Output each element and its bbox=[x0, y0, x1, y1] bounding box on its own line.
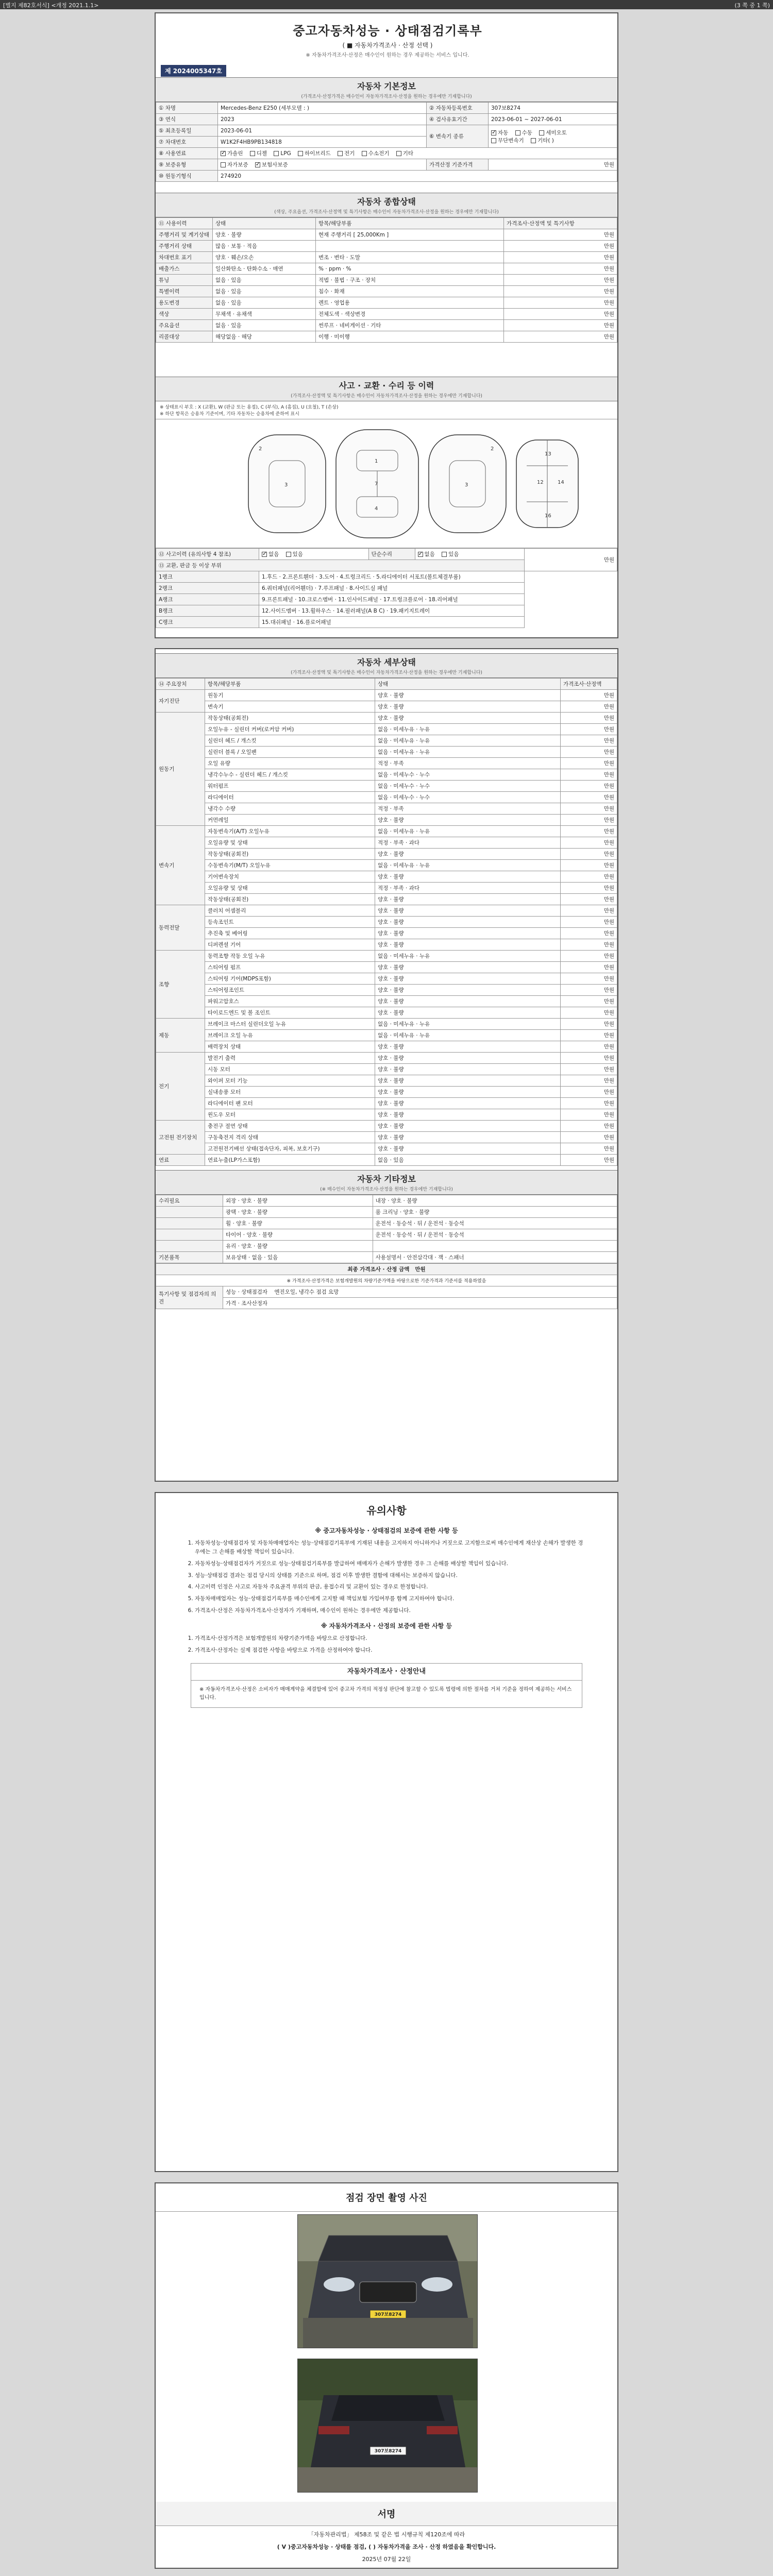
detail-row: 고전원전기배선 상태(접속단자, 피복, 보호기구) 양호 · 불량 만원 bbox=[156, 1143, 617, 1155]
svg-text:1: 1 bbox=[375, 459, 378, 464]
detail-row: 원동기 작동상태(공회전) 양호 · 불량 만원 bbox=[156, 713, 617, 724]
detail-row: 작동상태(공회전) 양호 · 불량 만원 bbox=[156, 894, 617, 905]
svg-text:7: 7 bbox=[375, 481, 378, 487]
basic-table: ① 차명 Mercedes-Benz E250 (세부모델 : ) ② 자동차등록번호 307보8274 ③ 연식 2023 ④ 검사유효기간 2023-06-01 ~ 2027-06-01 ⑤ 최초등록일 2023-06-01 ⑥ 변속기 종류 ✓자동 수동 세미오토 무단변속기 기타( ) ⑦ 차대번호 W1K2F4HB9PB134818 ⑧ 사용연료 ✓ 가솔린 디젤 LPG 하이브리드 전기 수소전기 기타 ⑨ 보증유형 자가보증 ✓ 보험사보증 가격산정 기준가격 만원 ⑩ 원동기형식 274920 bbox=[156, 102, 617, 182]
detail-row: 추진축 및 베어링 양호 · 불량 만원 bbox=[156, 928, 617, 939]
model-value: Mercedes-Benz E250 (세부모델 : ) bbox=[218, 103, 427, 114]
notice-item: 5. 자동차매매업자는 성능·상태점검기록부를 매수인에게 고지할 때 책임보험 가입여부를 함께 고지하여야 합니다. bbox=[195, 1595, 586, 1603]
page-4 bbox=[155, 2182, 618, 2569]
doc-header bbox=[156, 13, 619, 58]
detail-row: 스티어링조인트 양호 · 불량 만원 bbox=[156, 985, 617, 996]
detail-row: 구동축전지 격리 상태 양호 · 불량 만원 bbox=[156, 1132, 617, 1143]
notice-item: 2. 가격조사·산정자는 실제 점검한 사항을 바탕으로 가격을 산정하여야 합니다. bbox=[195, 1646, 586, 1655]
general-row: 차대번호 표기 양호 · 훼손/오손 변조 · 변타 · 도말 만원 bbox=[156, 252, 617, 263]
notice-section: 유의사항 ※ 중고자동차성능 · 상태점검의 보증에 관한 사항 등 1. 자동차성능·상태점검자 및 자동차매매업자는 성능·상태점검기록부에 기재된 내용을 고지하지 아니하거나 거짓으로 고지함으로써 매수인에게 재산상 손해가 발생한 경우에는 그 손해를 배상할 책임이 있습니다. 2. 자동차성능·상태점검자가 거짓으로 성능·상태점검기록부를 발급하여 매매자가 손해가 발생한 경우 그 손해를 배상할 책임이 있습니다. 3. 성능·상태점검 결과는 점검 당시의 상태를 기준으로 하며, 점검 이후 발생한 결함에 대해서는 보증하지 않습니다. 4. 사고이력 인정은 사고로 자동차 주요골격 부위의 판금, 용접수리 및 교환이 있는 경우로 한정합니다. 5. 자동차매매업자는 성능·상태점검기록부를 매수인에게 고지할 때 책임보험 가입여부를 함께 고지하여야 합니다. 6. 가격조사·산정은 자동차가격조사·산정자가 기재하며, 매수인이 원하는 경우에만 제공합니다. ※ 자동차가격조사 · 산정의 보증에 관한 사항 등 1. 가격조사·산정가격은 보험개발원의 차량기준가액을 바탕으로 산정합니다. 2. 가격조사·산정자는 실제 점검한 사항을 바탕으로 가격을 산정하여야 합니다. 자동차가격조사 · 산정안내 ※ 자동차가격조사·산정은 소비자가 매매계약을 체결함에 있어 중고차 가격의 적정성 판단에 참고할 수 있도록 법령에 의한 절차를 거쳐 기준을 정하여 제공하는 서비스입니다. bbox=[156, 1493, 617, 1725]
trans-opt: ✓자동 bbox=[491, 130, 508, 136]
other-row: 타이어 · 양호 · 불량 운전석 · 동승석 · 뒤 / 운전석 · 동승석 bbox=[156, 1229, 617, 1241]
detail-row: 변속기 양호 · 불량 만원 bbox=[156, 701, 617, 713]
detail-row: 제동 브레이크 마스터 실린더오일 누유 없음 · 미세누유 · 누유 만원 bbox=[156, 1019, 617, 1030]
detail-row: 오일누유 - 실린더 커버(로커암 커버) 없음 · 미세누유 · 누유 만원 bbox=[156, 724, 617, 735]
basic-info bbox=[156, 77, 617, 182]
basic-header: 자동차 기본정보 (가격조사·산정가격은 매수인이 자동차가격조사·산정을 원하는 경우에만 기재합니다) bbox=[156, 77, 617, 102]
detail-row: 기어변속장치 양호 · 불량 만원 bbox=[156, 871, 617, 883]
detail-row: 실린더 헤드 / 개스킷 없음 · 미세누유 · 누유 만원 bbox=[156, 735, 617, 747]
detail-table: ⑭ 주요장치 항목/해당부품 상태 가격조사·산정액 자기진단 원동기 양호 · 불량 만원 변속기 양호 · 불량 만원 원동기 작동상태(공회전) 양호 · 불량 만원 오일누유 - 실린더 커버(로커암 커버) 없음 · 미세누유 · 누유 만원 실린더 헤드 / 개스킷 없음 · 미세누유 · 누유 만원 실린더 블록 / 오일팬 없음 · 미세누유 · 누유 만원 오일 유량 적정 · 부족 만원 냉각수누수 - 실린더 헤드 / 개스킷 없음 · 미세누수 · 누수 만원 워터펌프 없음 · 미세누수 · 누수 만원 라디에이터 없음 · 미세누수 · 누수 만원 냉각수 수량 적정 · 부족 만원 커먼레일 양호 · 불량 만원 변속기 자동변속기(A/T) 오일누유 없음 · 미세누유 · 누유 만원 오일유량 및 상태 적정 · 부족 · 과다 만원 작동상태(공회전) 양호 · 불량 만원 수동변속기(M/T) 오일누유 없음 · 미세누유 · 누유 만원 기어변속장치 양호 · 불량 만원 오일유량 및 상태 적정 · 부족 · 과다 만원 작동상태(공회전) 양호 · 불량 만원 동력전달 클러치 어셈블리 양호 · 불량 만원 등속조인트 양호 · 불량 만원 추진축 및 베어링 양호 · 불량 만원 디퍼렌셜 기어 양호 · 불량 만원 조향 동력조향 작동 오일 누유 없음 · 미세누유 · 누유 만원 스티어링 펌프 양호 · 불량 만원 스티어링 기어(MDPS포함) 양호 · 불량 만원 스티어링조인트 양호 · 불량 만원 파워고압호스 양호 · 불량 만원 타이로드엔드 및 볼 조인트 양호 · 불량 만원 제동 브레이크 마스터 실린더오일 누유 없음 · 미세누유 · 누유 만원 브레이크 오일 누유 없음 · 미세누유 · 누유 만원 배력장치 상태 양호 · 불량 만원 전기 발전기 출력 양호 · 불량 만원 시동 모터 양호 · 불량 만원 와이퍼 모터 기능 양호 · 불량 만원 실내송풍 모터 양호 · 불량 만원 라디에이터 팬 모터 양호 · 불량 만원 윈도우 모터 양호 · 불량 만원 고전원 전기장치 충전구 절연 상태 양호 · 불량 만원 구동축전지 격리 상태 양호 · 불량 만원 고전원전기배선 상태(접속단자, 피복, 보호기구) 양호 · 불량 만원 연료 연료누출(LP가스포함) 없음 · 있음 만원 bbox=[156, 678, 617, 1166]
detail-row: 수동변속기(M/T) 오일누유 없음 · 미세누유 · 누유 만원 bbox=[156, 860, 617, 871]
total-table: 최종 가격조사 · 산정 금액 만원 ※ 가격조사·산정가격은 보험개발원의 차량기준가액을 바탕으로한 기준가격과 기준서를 적용하였음 특기사항 및 점검자의 의견 성능 · 상태점검자 엔진오일, 냉각수 점검 요망 가격 · 조사산정자 bbox=[156, 1263, 617, 1309]
other-row: 수리필요 외장 · 양호 · 불량 내장 · 양호 · 불량 bbox=[156, 1195, 617, 1207]
detail-row: 시동 모터 양호 · 불량 만원 bbox=[156, 1064, 617, 1075]
other-row: 유리 · 양호 · 불량 bbox=[156, 1241, 617, 1252]
opinion-text: 엔진오일, 냉각수 점검 요망 bbox=[274, 1289, 339, 1295]
svg-text:16: 16 bbox=[545, 513, 551, 519]
notice-title: 유의사항 bbox=[366, 1504, 407, 1517]
sign-section: 서명 「자동차관리법」 제58조 및 같은 법 시행규칙 제120조에 따라 ( V )중고자동차성능 · 상태를 점검, ( ) 자동차가격을 조사 · 산정 하였음을 확인합니다. 2025년 07월 22일 bbox=[156, 2502, 617, 2563]
accident-legend: ※ 상태표시 부호 : X (교환), W (판금 또는 용접), C (부식), A (흠집), U (요철), T (손상) ※ 하단 항목은 승용차 기준이며, 기타 자동차는 승용차에 준하여 표시 bbox=[156, 401, 617, 419]
other-row: 기본품목 보유상태 · 없음 · 있음 사용설명서 · 안전삼각대 · 잭 · 스패너 bbox=[156, 1252, 617, 1263]
warranty-options: 자가보증 ✓ 보험사보증 bbox=[218, 159, 427, 171]
trans-opt: 기타( ) bbox=[531, 138, 554, 144]
detail-row: 전기 발전기 출력 양호 · 불량 만원 bbox=[156, 1053, 617, 1064]
detail-row: 오일 유량 적정 · 부족 만원 bbox=[156, 758, 617, 769]
photo-section: 점검 장면 촬영 사진 bbox=[156, 2183, 617, 2212]
detail-row: 디퍼렌셜 기어 양호 · 불량 만원 bbox=[156, 939, 617, 951]
svg-text:14: 14 bbox=[558, 480, 564, 485]
reg-value: 307보8274 bbox=[489, 103, 617, 114]
notice-item: 1. 가격조사·산정가격은 보험개발원의 차량기준가액을 바탕으로 산정합니다. bbox=[195, 1634, 586, 1643]
detail-row: 등속조인트 양호 · 불량 만원 bbox=[156, 917, 617, 928]
trans-opt: 세미오토 bbox=[539, 130, 567, 136]
notice-list-2 bbox=[187, 1634, 586, 1655]
general-row: 주행거리 상태 많음 · 보통 · 적음 만원 bbox=[156, 241, 617, 252]
plate-1: 307보8274 bbox=[374, 2312, 402, 2317]
rank-row: C랭크 15.대쉬패널 · 16.플로어패널 bbox=[156, 617, 617, 628]
accident-history: 사고 · 교환 · 수리 등 이력 (가격조사·산정액 및 특기사항은 매수인이 자동차가격조사·산정을 원하는 경우에만 기재합니다) ※ 상태표시 부호 : X (교환), W (판금 또는 용접), C (부식), A (흠집), U (요철), T (손상) ※ 하단 항목은 승용차 기준이며, 기타 자동차는 승용차에 준하여 표시 1 4 7 3 3 2 2 13 12 14 16 ⑫ 사고이력 (유의사항 4 참조) ✓ 없음 있음 단순수리 ✓ 없음 있음 만원 ⑬ 교환, 판금 등 이상 부위 1랭크 1.후드 · 2.프론트휀더 · 3.도어 · 4.트렁크리드 · 5.라디에이터 서포트(볼트체결부품) 2랭크 6.쿼터패널(리어휀더) · 7.루프패널 · 8.사이드실 패널 A랭크 9.프론트패널 · 10.크로스멤버 · 11.인사이드패널 · 17.트렁크플로어 · 18.리어패널 B랭크 12.사이드멤버 · 13.휠하우스 · 14.필러패널(A B C) · 19.패키지트레이 C랭크 15.대쉬패널 · 16.플로어패널 bbox=[156, 377, 617, 628]
price-value: 만원 bbox=[489, 159, 617, 171]
plate-2: 307보8274 bbox=[374, 2449, 402, 2454]
sign-date: 2025년 07월 22일 bbox=[362, 2556, 411, 2563]
period-value: 2023-06-01 ~ 2027-06-01 bbox=[489, 114, 617, 125]
detail-row: 윈도우 모터 양호 · 불량 만원 bbox=[156, 1109, 617, 1121]
detail-row: 파워고압호스 양호 · 불량 만원 bbox=[156, 996, 617, 1007]
fuel-options: ✓ 가솔린 디젤 LPG 하이브리드 전기 수소전기 기타 bbox=[218, 148, 617, 159]
rank-row: B랭크 12.사이드멤버 · 13.휠하우스 · 14.필러패널(A B C) · 19.패키지트레이 bbox=[156, 605, 617, 617]
rank-row: 2랭크 6.쿼터패널(리어휀더) · 7.루프패널 · 8.사이드실 패널 bbox=[156, 583, 617, 594]
detail-row: 라디에이터 팬 모터 양호 · 불량 만원 bbox=[156, 1098, 617, 1109]
trans-opt: 수동 bbox=[515, 130, 532, 136]
detail-row: 스티어링 펌프 양호 · 불량 만원 bbox=[156, 962, 617, 973]
detail-row: 오일유량 및 상태 적정 · 부족 · 과다 만원 bbox=[156, 837, 617, 849]
top-bar bbox=[0, 0, 773, 9]
detail-row: 실린더 블록 / 오일팬 없음 · 미세누유 · 누유 만원 bbox=[156, 747, 617, 758]
notice-item: 2. 자동차성능·상태점검자가 거짓으로 성능·상태점검기록부를 발급하여 매매자가 손해가 발생한 경우 그 손해를 배상할 책임이 있습니다. bbox=[195, 1560, 586, 1568]
detail-row: 연료 연료누출(LP가스포함) 없음 · 있음 만원 bbox=[156, 1155, 617, 1166]
page-2: 자동차 세부상태 (가격조사·산정액 및 특기사항은 매수인이 자동차가격조사·산정을 원하는 경우에만 기재합니다) ⑭ 주요장치 항목/해당부품 상태 가격조사·산정액 자기진단 원동기 양호 · 불량 만원 변속기 양호 · 불량 만원 원동기 작동상태(공회전) 양호 · 불량 만원 오일누유 - 실린더 커버(로커암 커버) 없음 · 미세누유 · 누유 만원 실린더 헤드 / 개스킷 없음 · 미세누유 · 누유 만원 실린더 블록 / 오일팬 없음 · 미세누유 · 누유 만원 오일 유량 적정 · 부족 만원 냉각수누수 - 실린더 헤드 / 개스킷 없음 · 미세누수 · 누수 만원 워터펌프 없음 · 미세누수 · 누수 만원 라디에이터 없음 · 미세누수 · 누수 만원 냉각수 수량 적정 · 부족 만원 커먼레일 양호 · 불량 만원 변속기 자동변속기(A/T) 오일누유 없음 · 미세누유 · 누유 만원 오일유량 및 상태 적정 · 부족 · 과다 만원 작동상태(공회전) 양호 · 불량 만원 수동변속기(M/T) 오일누유 없음 · 미세누유 · 누유 만원 기어변속장치 양호 · 불량 만원 오일유량 및 상태 적정 · 부족 · 과다 만원 작동상태(공회전) 양호 · 불량 만원 동력전달 클러치 어셈블리 양호 · 불량 만원 등속조인트 양호 · 불량 만원 추진축 및 베어링 양호 · 불량 만원 디퍼렌셜 기어 양호 · 불량 만원 조향 동력조향 작동 오일 누유 없음 · 미세누유 · 누유 만원 스티어링 펌프 양호 · 불량 만원 스티어링 기어(MDPS포함) 양호 · 불량 만원 스티어링조인트 양호 · 불량 만원 파워고압호스 양호 · 불량 만원 타이로드엔드 및 볼 조인트 양호 · 불량 만원 제동 브레이크 마스터 실린더오일 누유 없음 · 미세누유 · 누유 만원 브레이크 오일 누유 없음 · 미세누유 · 누유 만원 배력장치 상태 양호 · 불량 만원 전기 발전기 출력 양호 · 불량 만원 시동 모터 양호 · 불량 만원 와이퍼 모터 기능 양호 · 불량 만원 실내송풍 모터 양호 · 불량 만원 라디에이터 팬 모터 양호 · 불량 만원 윈도우 모터 양호 · 불량 만원 고전원 전기장치 충전구 절연 상태 양호 · 불량 만원 구동축전지 격리 상태 양호 · 불량 만원 고전원전기배선 상태(접속단자, 피복, 보호기구) 양호 · 불량 만원 연료 연료누출(LP가스포함) 없음 · 있음 만원 자동차 기타정보 (※ 매수인이 자동차가격조사·산정을 원하는 경우에만 기재합니다) 수리필요 외장 · 양호 · 불량 내장 · 양호 · 불량 광택 · 양호 · 불량 룸 크리닝 · 양호 · 불량 휠 · 양호 · 불량 운전석 · 동승석 · 뒤 / 운전석 · 동승석 타이어 · 양호 · 불량 운전석 · 동승석 · 뒤 / 운전석 · 동승석 유리 · 양호 · 불량 기본품목 보유상태 · 없음 · 있음 사용설명서 · 안전삼각대 · 잭 · 스패너 최종 가격조사 · 산정 금액 만원 ※ 가격조사·산정가격은 보험개발원의 차량기준가액을 바탕으로한 기준가격과 기준서를 적용하였음 특기사항 및 점검자의 의견 성능 · 상태점검자 엔진오일, 냉각수 점검 요망 가격 · 조사산정자 bbox=[155, 648, 618, 1482]
detail-row: 냉각수누수 - 실린더 헤드 / 개스킷 없음 · 미세누수 · 누수 만원 bbox=[156, 769, 617, 781]
general-row: 배출가스 일산화탄소 · 탄화수소 · 매연 % · ppm · % 만원 bbox=[156, 263, 617, 275]
svg-text:13: 13 bbox=[545, 451, 551, 457]
page-indicator: (3 쪽 중 1 쪽) bbox=[734, 2, 770, 9]
detail-row: 동력전달 클러치 어셈블리 양호 · 불량 만원 bbox=[156, 905, 617, 917]
car-diagram-svg bbox=[156, 419, 617, 548]
detail-row: 스티어링 기어(MDPS포함) 양호 · 불량 만원 bbox=[156, 973, 617, 985]
general-row: 특별이력 없음 · 있음 침수 · 화재 만원 bbox=[156, 286, 617, 297]
doc-subtitle: ( ■ 자동차가격조사 · 산정 선택 ) bbox=[342, 42, 433, 49]
page-1 bbox=[155, 12, 618, 638]
form-number: [별지 제82호서식] <개정 2021.1.1> bbox=[3, 2, 99, 9]
general-row: 주행거리 및 계기상태 양호 · 불량 현재 주행거리 [ 25,000Km ] 만원 bbox=[156, 229, 617, 241]
notice-item: 4. 사고이력 인정은 사고로 자동차 주요골격 부위의 판금, 용접수리 및 교환이 있는 경우로 한정합니다. bbox=[195, 1583, 586, 1591]
rank-row: 1랭크 1.후드 · 2.프론트휀더 · 3.도어 · 4.트렁크리드 · 5.라디에이터 서포트(볼트체결부품) bbox=[156, 571, 617, 583]
general-table: ⑪ 사용이력 상태 항목/해당부품 가격조사·산정액 및 특기사항 주행거리 및 계기상태 양호 · 불량 현재 주행거리 [ 25,000Km ] 만원 주행거리 상태 많음 · 보통 · 적음 만원 차대번호 표기 양호 · 훼손/오손 변조 · 변타 · 도말 만원 배출가스 일산화탄소 · 탄화수소 · 매연 % · ppm · % 만원 튜닝 없음 · 있음 적법 · 불법 · 구조 · 장치 만원 특별이력 없음 · 있음 침수 · 화재 만원 용도변경 없음 · 있음 렌트 · 영업용 만원 색상 무채색 · 유채색 전체도색 · 색상변경 만원 주요옵션 없음 · 있음 썬루프 · 네비게이션 · 기타 만원 리콜대상 해당없음 · 해당 이행 · 미이행 만원 bbox=[156, 217, 617, 343]
detail-row: 변속기 자동변속기(A/T) 오일누유 없음 · 미세누유 · 누유 만원 bbox=[156, 826, 617, 837]
detail-row: 타이로드엔드 및 볼 조인트 양호 · 불량 만원 bbox=[156, 1007, 617, 1019]
inspection-photo-front bbox=[297, 2214, 478, 2348]
trans-opt: 무단변속기 bbox=[491, 138, 524, 144]
general-row: 용도변경 없음 · 있음 렌트 · 영업용 만원 bbox=[156, 297, 617, 309]
notice-item: 1. 자동차성능·상태점검자 및 자동차매매업자는 성능·상태점검기록부에 기재된 내용을 고지하지 아니하거나 거짓으로 고지함으로써 매수인에게 재산상 손해가 발생한 경우에는 그 손해를 배상할 책임이 있습니다. bbox=[195, 1539, 586, 1556]
detail-row: 조향 동력조향 작동 오일 누유 없음 · 미세누유 · 누유 만원 bbox=[156, 951, 617, 962]
doc-title: 중고자동차성능 · 상태점검기록부 bbox=[293, 24, 482, 38]
doc-number: 제 2024005347호 bbox=[161, 65, 226, 77]
detail-row: 배력장치 상태 양호 · 불량 만원 bbox=[156, 1041, 617, 1053]
other-row: 휠 · 양호 · 불량 운전석 · 동승석 · 뒤 / 운전석 · 동승석 bbox=[156, 1218, 617, 1229]
rank-row: A랭크 9.프론트패널 · 10.크로스멤버 · 11.인사이드패널 · 17.트렁크플로어 · 18.리어패널 bbox=[156, 594, 617, 605]
detail-row: 냉각수 수량 적정 · 부족 만원 bbox=[156, 803, 617, 815]
general-row: 리콜대상 해당없음 · 해당 이행 · 미이행 만원 bbox=[156, 331, 617, 343]
general-row: 튜닝 없음 · 있음 적법 · 불법 · 구조 · 장치 만원 bbox=[156, 275, 617, 286]
trans-options bbox=[489, 125, 617, 148]
svg-text:2: 2 bbox=[491, 446, 494, 452]
detail-row: 실내송풍 모터 양호 · 불량 만원 bbox=[156, 1087, 617, 1098]
price-notice-box: 자동차가격조사 · 산정안내 ※ 자동차가격조사·산정은 소비자가 매매계약을 체결함에 있어 중고차 가격의 적정성 판단에 참고할 수 있도록 법령에 의한 절차를 거쳐 기준을 정하여 제공하는 서비스입니다. bbox=[191, 1663, 582, 1708]
inspection-photo-rear bbox=[297, 2359, 478, 2493]
svg-text:2: 2 bbox=[259, 446, 262, 452]
general-status: 자동차 종합상태 (색상, 주요옵션, 가격조사·산정액 및 특기사항은 매수인이 자동차가격조사·산정을 원하는 경우에만 기재합니다) ⑪ 사용이력 상태 항목/해당부품 가격조사·산정액 및 특기사항 주행거리 및 계기상태 양호 · 불량 현재 주행거리 [ 25,000Km ] 만원 주행거리 상태 많음 · 보통 · 적음 만원 차대번호 표기 양호 · 훼손/오손 변조 · 변타 · 도말 만원 배출가스 일산화탄소 · 탄화수소 · 매연 % · ppm · % 만원 튜닝 없음 · 있음 적법 · 불법 · 구조 · 장치 만원 특별이력 없음 · 있음 침수 · 화재 만원 용도변경 없음 · 있음 렌트 · 영업용 만원 색상 무채색 · 유채색 전체도색 · 색상변경 만원 주요옵션 없음 · 있음 썬루프 · 네비게이션 · 기타 만원 리콜대상 해당없음 · 해당 이행 · 미이행 만원 bbox=[156, 193, 617, 343]
car-diagram bbox=[156, 419, 617, 548]
detail-row: 라디에이터 없음 · 미세누수 · 누수 만원 bbox=[156, 792, 617, 803]
vin-value: W1K2F4HB9PB134818 bbox=[218, 137, 427, 148]
other-table bbox=[156, 1195, 617, 1263]
svg-text:12: 12 bbox=[537, 480, 544, 485]
svg-text:3: 3 bbox=[465, 482, 468, 488]
engine-value: 274920 bbox=[218, 171, 617, 182]
notice-item: 3. 성능·상태점검 결과는 점검 당시의 상태를 기준으로 하며, 점검 이후 발생한 결함에 대해서는 보증하지 않습니다. bbox=[195, 1571, 586, 1580]
detail-row: 자기진단 원동기 양호 · 불량 만원 bbox=[156, 690, 617, 701]
accident-table: ⑫ 사고이력 (유의사항 4 참조) ✓ 없음 있음 단순수리 ✓ 없음 있음 만원 ⑬ 교환, 판금 등 이상 부위 1랭크 1.후드 · 2.프론트휀더 · 3.도어 · 4.트렁크리드 · 5.라디에이터 서포트(볼트체결부품) 2랭크 6.쿼터패널(리어휀더) · 7.루프패널 · 8.사이드실 패널 A랭크 9.프론트패널 · 10.크로스멤버 · 11.인사이드패널 · 17.트렁크플로어 · 18.리어패널 B랭크 12.사이드멤버 · 13.휠하우스 · 14.필러패널(A B C) · 19.패키지트레이 C랭크 15.대쉬패널 · 16.플로어패널 bbox=[156, 548, 617, 628]
general-row: 색상 무채색 · 유채색 전체도색 · 색상변경 만원 bbox=[156, 309, 617, 320]
detail-row: 고전원 전기장치 충전구 절연 상태 양호 · 불량 만원 bbox=[156, 1121, 617, 1132]
year-value: 2023 bbox=[218, 114, 427, 125]
detail-row: 브레이크 오일 누유 없음 · 미세누유 · 누유 만원 bbox=[156, 1030, 617, 1041]
other-row: 광택 · 양호 · 불량 룸 크리닝 · 양호 · 불량 bbox=[156, 1207, 617, 1218]
doc-note: ※ 자동차가격조사·산정은 매수인이 원하는 경우 제공하는 서비스 입니다. bbox=[306, 53, 469, 58]
notice-item: 6. 가격조사·산정은 자동차가격조사·산정자가 기재하며, 매수인이 원하는 경우에만 제공합니다. bbox=[195, 1606, 586, 1615]
detail-row: 와이퍼 모터 기능 양호 · 불량 만원 bbox=[156, 1075, 617, 1087]
detail-row: 커먼레일 양호 · 불량 만원 bbox=[156, 815, 617, 826]
page-3 bbox=[155, 1492, 618, 2172]
detail-row: 워터펌프 없음 · 미세누수 · 누수 만원 bbox=[156, 781, 617, 792]
detail-row: 작동상태(공회전) 양호 · 불량 만원 bbox=[156, 849, 617, 860]
notice-list bbox=[187, 1539, 586, 1615]
detail-row: 오일유량 및 상태 적정 · 부족 · 과다 만원 bbox=[156, 883, 617, 894]
general-row: 주요옵션 없음 · 있음 썬루프 · 네비게이션 · 기타 만원 bbox=[156, 320, 617, 331]
svg-text:4: 4 bbox=[375, 506, 378, 512]
svg-text:3: 3 bbox=[284, 482, 288, 488]
first-reg-value: 2023-06-01 bbox=[218, 125, 427, 137]
